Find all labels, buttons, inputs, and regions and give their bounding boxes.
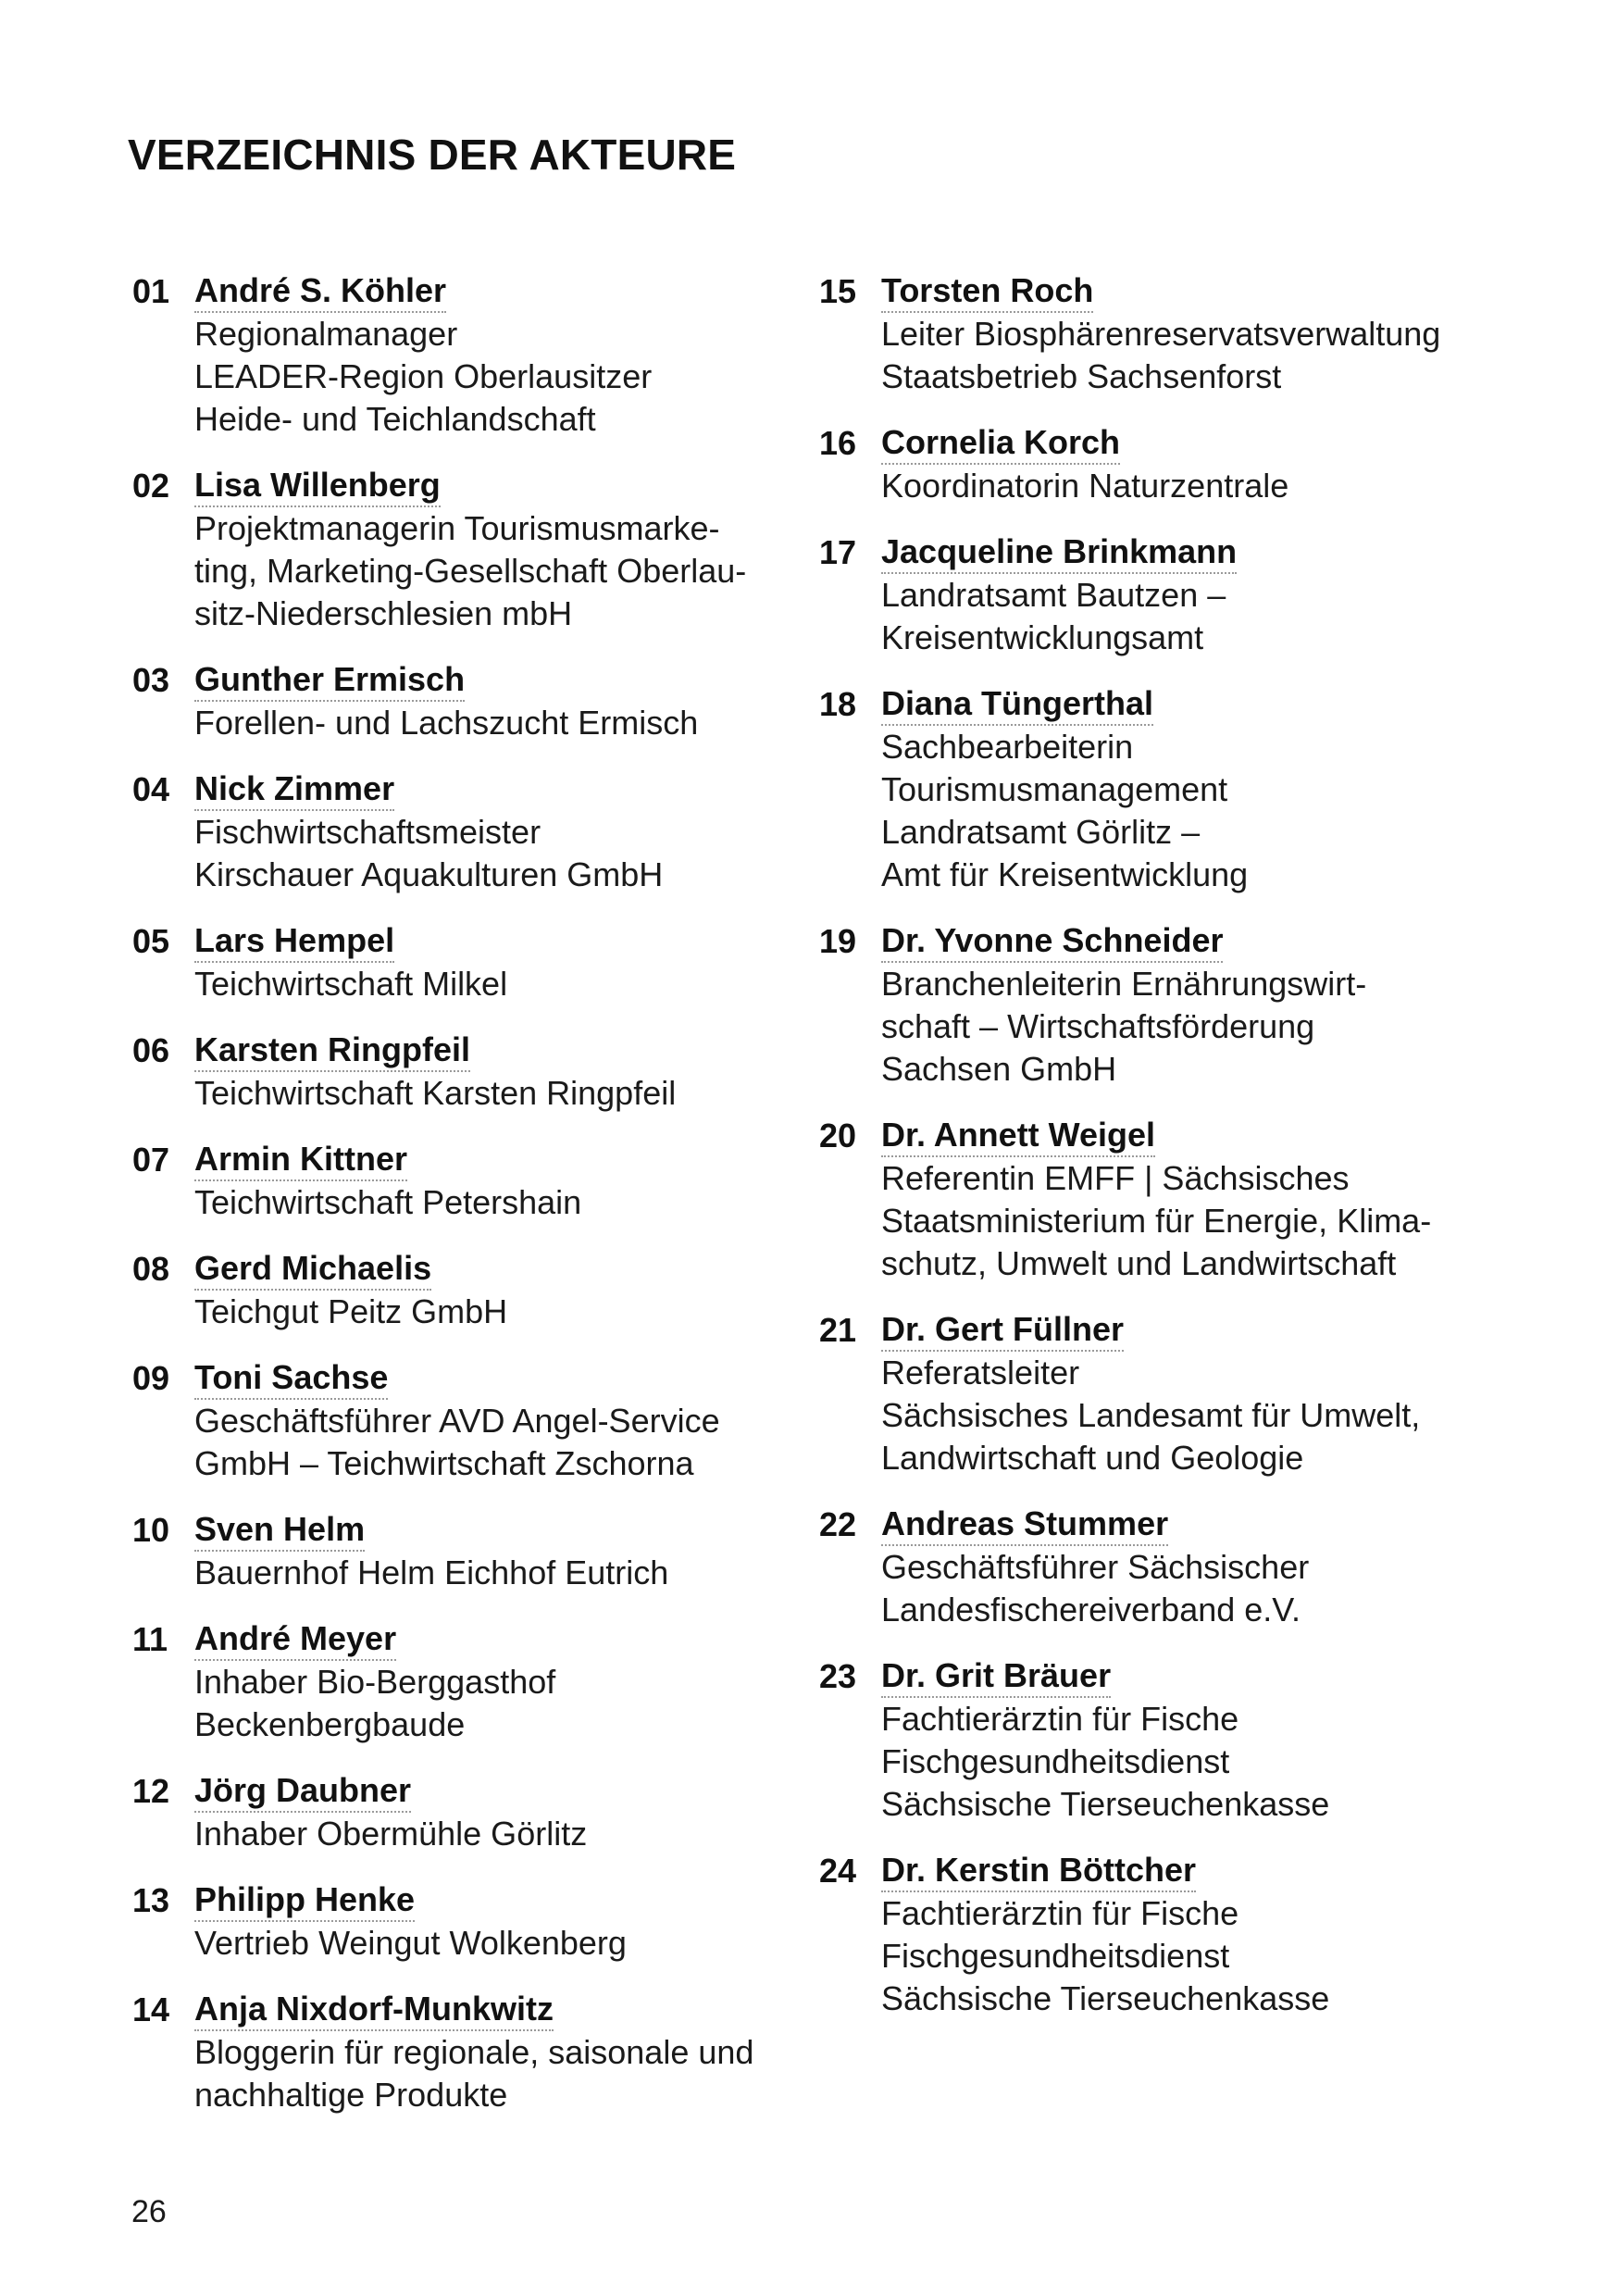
entry-number: 04 bbox=[132, 770, 170, 808]
entry-body bbox=[194, 1248, 817, 1333]
directory-entry bbox=[819, 683, 1523, 896]
directory-entry bbox=[132, 1248, 817, 1333]
entry-body bbox=[881, 422, 1523, 507]
entry-number: 23 bbox=[819, 1657, 857, 1695]
entry-number: 05 bbox=[132, 922, 170, 960]
entry-body bbox=[194, 768, 817, 896]
entry-body bbox=[194, 1357, 817, 1485]
entry-body bbox=[194, 1139, 817, 1224]
page-number: 26 bbox=[131, 2194, 167, 2229]
entry-body bbox=[881, 920, 1523, 1091]
directory-entry bbox=[132, 1618, 817, 1746]
entry-number: 09 bbox=[132, 1359, 170, 1397]
directory-entry bbox=[132, 920, 817, 1005]
entry-body bbox=[194, 920, 817, 1005]
entry-name: Sven Helm bbox=[194, 1509, 365, 1552]
directory-entry bbox=[132, 1357, 817, 1485]
entry-number: 03 bbox=[132, 661, 170, 699]
directory-entry bbox=[132, 1989, 817, 2116]
entry-number: 11 bbox=[132, 1620, 168, 1658]
entry-description: Geschäftsführer Sächsischer Landesfischereiverband e.V. bbox=[881, 1548, 1310, 1628]
entry-description: Forellen- und Lachszucht Ermisch bbox=[194, 704, 699, 742]
entry-description: Geschäftsführer AVD Angel-Service GmbH – Teichwirtschaft Zschorna bbox=[194, 1402, 720, 1482]
entry-description: Teichwirtschaft Petershain bbox=[194, 1183, 582, 1221]
entry-body bbox=[881, 1504, 1523, 1631]
entry-body bbox=[194, 1509, 817, 1594]
entry-name: Cornelia Korch bbox=[881, 422, 1120, 465]
entry-name: Gunther Ermisch bbox=[194, 659, 465, 702]
entry-number: 20 bbox=[819, 1117, 857, 1154]
entry-body bbox=[194, 659, 817, 744]
entry-description: Bauernhof Helm Eichhof Eutrich bbox=[194, 1554, 669, 1591]
entry-name: André S. Köhler bbox=[194, 270, 446, 313]
entry-number: 10 bbox=[132, 1511, 170, 1549]
entry-name: Torsten Roch bbox=[881, 270, 1093, 313]
directory-entry bbox=[132, 1509, 817, 1594]
entry-name: Nick Zimmer bbox=[194, 768, 394, 811]
entry-description: Regionalmanager LEADER-Region Oberlausitzer Heide- und Teichlandschaft bbox=[194, 315, 653, 438]
directory-entry bbox=[132, 768, 817, 896]
entry-name: Philipp Henke bbox=[194, 1879, 415, 1922]
entry-body bbox=[194, 1989, 817, 2116]
entry-name: Diana Tüngerthal bbox=[881, 683, 1153, 726]
directory-column-right bbox=[819, 270, 1523, 2020]
directory-entry bbox=[819, 270, 1523, 398]
entry-body bbox=[881, 1309, 1523, 1479]
entry-description: Projektmanagerin Tourismusmarke- ting, Marketing-Gesellschaft Oberlau- sitz-Niederschlesien mbH bbox=[194, 509, 747, 632]
entry-description: Referatsleiter Sächsisches Landesamt für Umwelt, Landwirtschaft und Geologie bbox=[881, 1354, 1421, 1477]
entry-description: Referentin EMFF | Sächsisches Staatsministerium für Energie, Klima- schutz, Umwelt und Landwirtschaft bbox=[881, 1159, 1432, 1282]
entry-name: Lars Hempel bbox=[194, 920, 394, 963]
entry-number: 08 bbox=[132, 1250, 170, 1288]
entry-description: Inhaber Bio-Berggasthof Beckenbergbaude bbox=[194, 1663, 556, 1743]
entry-number: 14 bbox=[132, 1990, 170, 2028]
directory-entry bbox=[819, 422, 1523, 507]
directory-entry bbox=[132, 1139, 817, 1224]
entry-name: Armin Kittner bbox=[194, 1139, 407, 1181]
entry-description: Vertrieb Weingut Wolkenberg bbox=[194, 1924, 627, 1962]
page-title: VERZEICHNIS DER AKTEURE bbox=[128, 131, 737, 179]
entry-name: Jörg Daubner bbox=[194, 1770, 411, 1813]
entry-description: Koordinatorin Naturzentrale bbox=[881, 467, 1289, 505]
directory-entry bbox=[132, 270, 817, 441]
directory-entry bbox=[819, 1504, 1523, 1631]
entry-number: 01 bbox=[132, 272, 170, 310]
entry-name: Dr. Gert Füllner bbox=[881, 1309, 1124, 1352]
entry-name: Jacqueline Brinkmann bbox=[881, 531, 1237, 574]
entry-number: 18 bbox=[819, 685, 857, 723]
entry-body bbox=[194, 1879, 817, 1965]
entry-body bbox=[194, 270, 817, 441]
entry-name: André Meyer bbox=[194, 1618, 396, 1661]
entry-number: 22 bbox=[819, 1505, 857, 1543]
entry-description: Inhaber Obermühle Görlitz bbox=[194, 1815, 588, 1853]
directory-column-left bbox=[132, 270, 817, 2116]
entry-number: 07 bbox=[132, 1141, 170, 1179]
entry-body bbox=[881, 1850, 1523, 2020]
entry-description: Teichwirtschaft Milkel bbox=[194, 965, 508, 1003]
entry-description: Fischwirtschaftsmeister Kirschauer Aquakulturen GmbH bbox=[194, 813, 664, 893]
entry-body bbox=[194, 1029, 817, 1115]
directory-entry bbox=[819, 1115, 1523, 1285]
entry-description: Landratsamt Bautzen – Kreisentwicklungsamt bbox=[881, 576, 1226, 656]
entry-name: Dr. Annett Weigel bbox=[881, 1115, 1155, 1157]
directory-entry bbox=[132, 465, 817, 635]
directory-entry bbox=[132, 1770, 817, 1855]
directory-entry bbox=[819, 920, 1523, 1091]
entry-body bbox=[881, 531, 1523, 659]
entry-number: 06 bbox=[132, 1031, 170, 1069]
directory-entry bbox=[819, 531, 1523, 659]
entry-name: Dr. Yvonne Schneider bbox=[881, 920, 1223, 963]
directory-entry bbox=[819, 1309, 1523, 1479]
entry-number: 02 bbox=[132, 467, 170, 505]
entry-description: Fachtierärztin für Fische Fischgesundheitsdienst Sächsische Tierseuchenkasse bbox=[881, 1894, 1330, 2017]
entry-name: Karsten Ringpfeil bbox=[194, 1029, 470, 1072]
entry-number: 17 bbox=[819, 533, 857, 571]
entry-description: Teichwirtschaft Karsten Ringpfeil bbox=[194, 1074, 677, 1112]
entry-name: Andreas Stummer bbox=[881, 1504, 1168, 1546]
entry-description: Fachtierärztin für Fische Fischgesundheitsdienst Sächsische Tierseuchenkasse bbox=[881, 1700, 1330, 1823]
entry-number: 13 bbox=[132, 1881, 170, 1919]
entry-body bbox=[194, 1618, 817, 1746]
directory-entry bbox=[132, 1029, 817, 1115]
entry-body bbox=[881, 683, 1523, 896]
entry-body bbox=[881, 270, 1523, 398]
entry-body bbox=[881, 1655, 1523, 1826]
entry-name: Lisa Willenberg bbox=[194, 465, 441, 507]
entry-description: Teichgut Peitz GmbH bbox=[194, 1292, 508, 1330]
entry-body bbox=[194, 465, 817, 635]
entry-name: Toni Sachse bbox=[194, 1357, 388, 1400]
entry-number: 24 bbox=[819, 1852, 857, 1890]
entry-name: Gerd Michaelis bbox=[194, 1248, 431, 1291]
entry-number: 16 bbox=[819, 424, 857, 462]
entry-number: 12 bbox=[132, 1772, 170, 1810]
entry-name: Dr. Grit Bräuer bbox=[881, 1655, 1111, 1698]
entry-description: Branchenleiterin Ernährungswirt- schaft – Wirtschaftsförderung Sachsen GmbH bbox=[881, 965, 1367, 1088]
entry-name: Anja Nixdorf-Munkwitz bbox=[194, 1989, 554, 2031]
directory-entry bbox=[132, 1879, 817, 1965]
entry-description: Bloggerin für regionale, saisonale und nachhaltige Produkte bbox=[194, 2033, 754, 2114]
entry-body bbox=[194, 1770, 817, 1855]
entry-number: 21 bbox=[819, 1311, 857, 1349]
entry-body bbox=[881, 1115, 1523, 1285]
entry-description: Sachbearbeiterin Tourismusmanagement Landratsamt Görlitz – Amt für Kreisentwicklung bbox=[881, 728, 1249, 893]
directory-entry bbox=[132, 659, 817, 744]
entry-name: Dr. Kerstin Böttcher bbox=[881, 1850, 1196, 1892]
entry-description: Leiter Biosphärenreservatsverwaltung Staatsbetrieb Sachsenforst bbox=[881, 315, 1441, 395]
directory-entry bbox=[819, 1655, 1523, 1826]
entry-number: 19 bbox=[819, 922, 857, 960]
directory-entry bbox=[819, 1850, 1523, 2020]
entry-number: 15 bbox=[819, 272, 857, 310]
